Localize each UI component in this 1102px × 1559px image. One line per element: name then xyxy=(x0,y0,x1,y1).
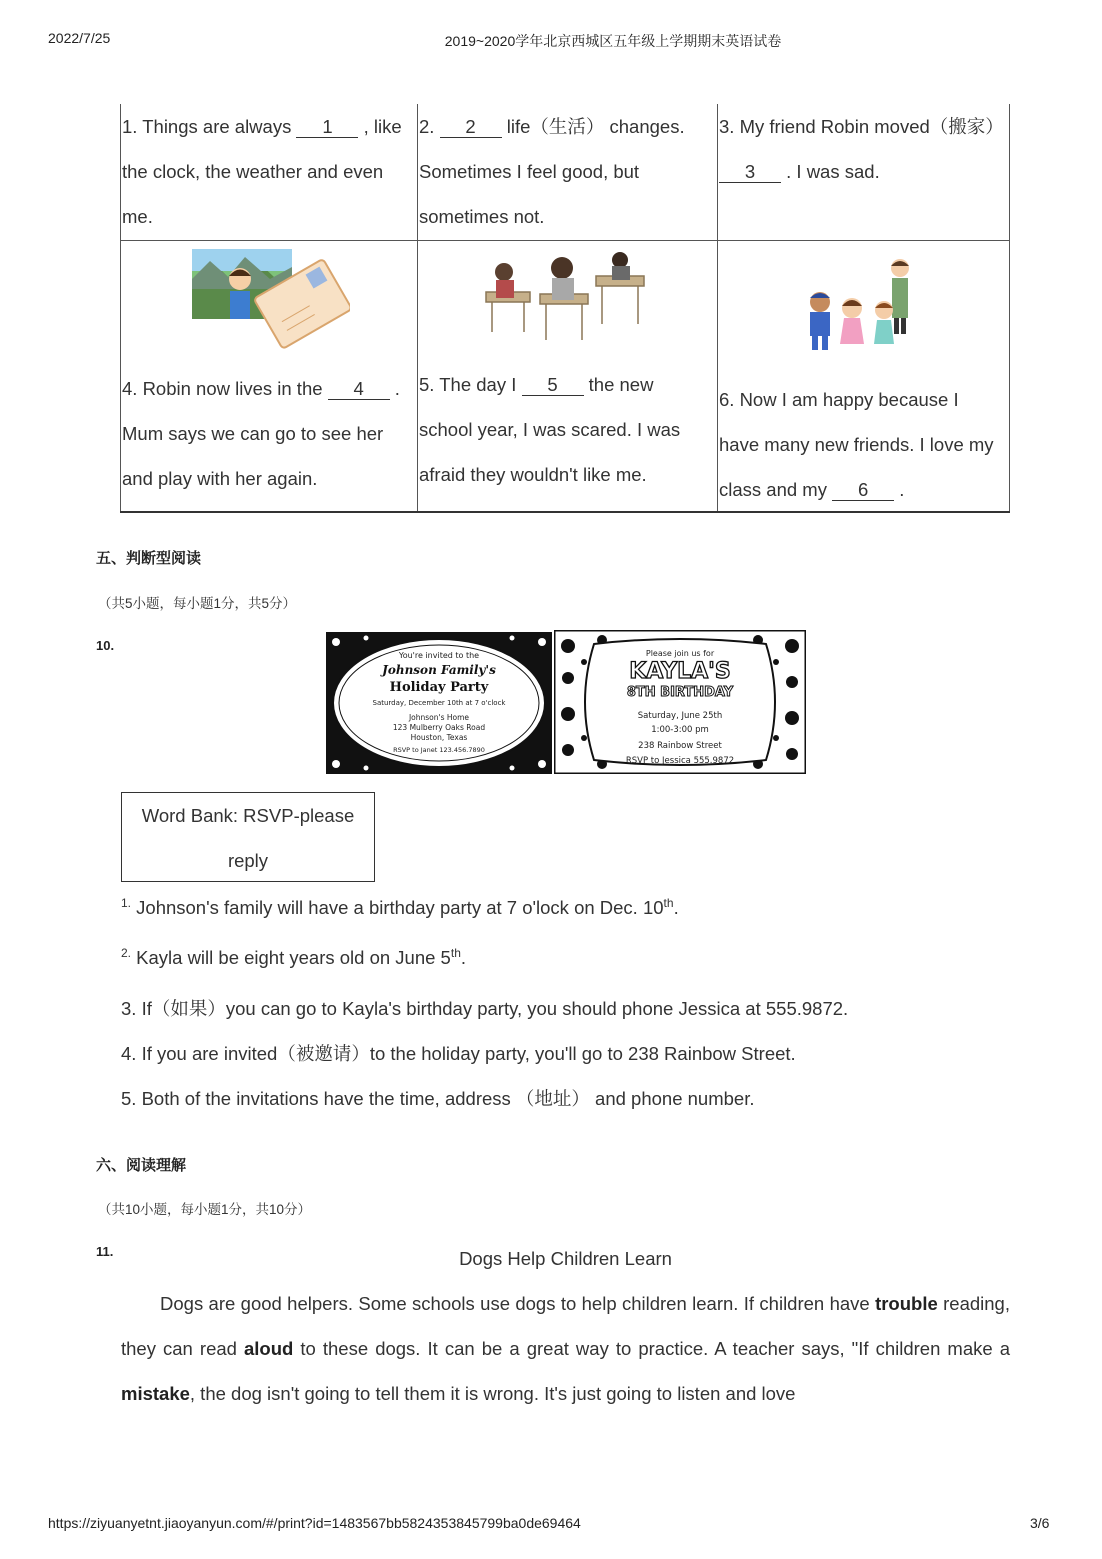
statement-5: 5. Both of the invitations have the time, address （地址） and phone number. xyxy=(121,1088,755,1109)
statement-2: $^{2.}$ Kayla will be eight years old on June 5th. xyxy=(121,946,467,969)
statement-1: $^{1.}$ Johnson's family will have a birthday party at 7 o'lock on Dec. 10th. xyxy=(121,896,679,919)
card2-event: 8TH BIRTHDAY xyxy=(626,685,734,700)
cloze-cell-2: 2. 2 life（生活） changes. Sometimes I feel good, but sometimes not. xyxy=(419,116,685,227)
passage-paragraph: Dogs are good helpers. Some schools use dogs to help children learn. If children have trouble reading, they can read aloud to these dogs. It can be a great way to practice. A teacher says, "If children make a mistake, the dog isn't going to tell them it is wrong. It's just going to listen and love xyxy=(121,1293,1011,1404)
classroom-illustration xyxy=(480,252,650,348)
card2-join: Please join us for xyxy=(645,649,715,658)
card1-when: Saturday, December 10th at 7 o'clock xyxy=(372,699,506,707)
word-bank-text: Word Bank: RSVP-please reply xyxy=(141,805,355,871)
document-title: 2019~2020学年北京西城区五年级上学期期末英语试卷 xyxy=(444,33,782,49)
card1-family: Johnson Family's xyxy=(382,663,496,677)
statement-4: 4. If you are invited（被邀请）to the holiday party, you'll go to 238 Rainbow Street. xyxy=(121,1043,796,1064)
cloze-cell-5: 5. The day I 5 the new school year, I was scared. I was afraid they wouldn't like me. xyxy=(419,374,681,485)
blank-1[interactable]: 1 xyxy=(296,117,358,138)
question-11-number: 11. xyxy=(96,1244,114,1259)
passage-title: Dogs Help Children Learn xyxy=(459,1248,672,1269)
section-6-title: 六、阅读理解 xyxy=(96,1157,187,1174)
card1-rsvp: RSVP to Janet 123.456.7890 xyxy=(393,746,485,754)
card2-street: 238 Rainbow Street xyxy=(638,741,722,751)
card2-name: KAYLA'S xyxy=(629,659,731,684)
page-number: 3/6 xyxy=(1030,1515,1050,1531)
card1-event: Holiday Party xyxy=(389,680,489,695)
blank-4[interactable]: 4 xyxy=(328,379,390,400)
section-6-note: （共10小题，每小题1分，共10分） xyxy=(98,1202,312,1217)
card1-place3: Houston, Texas xyxy=(410,733,468,742)
word-bank-box xyxy=(121,792,375,882)
card2-time: 1:00-3:00 pm xyxy=(651,725,709,735)
postcard-illustration xyxy=(190,249,350,359)
card2-date: Saturday, June 25th xyxy=(637,711,723,721)
birthday-invitation xyxy=(554,630,806,774)
card2-rsvp: RSVP to Jessica 555.9872 xyxy=(625,756,735,766)
blank-5[interactable]: 5 xyxy=(522,375,584,396)
cloze-cell-1: 1. Things are always 1 , like the clock, the weather and even me. xyxy=(122,116,402,227)
cloze-cell-6: 6. Now I am happy because I have many new friends. I love my class and my 6 . xyxy=(719,389,994,500)
question-10-number: 10. xyxy=(96,638,115,653)
footer-url: https://ziyuanyetnt.jiaoyanyun.com/#/print?id=1483567bb5824353845799ba0de69464 xyxy=(48,1515,581,1531)
print-date: 2022/7/25 xyxy=(48,30,111,46)
blank-2[interactable]: 2 xyxy=(440,117,502,138)
statement-3: 3. If（如果）you can go to Kayla's birthday party, you should phone Jessica at 555.9872. xyxy=(121,998,849,1019)
section-5-title: 五、判断型阅读 xyxy=(96,550,202,567)
card1-place2: 123 Mulberry Oaks Road xyxy=(392,723,486,732)
holiday-party-invitation xyxy=(326,632,552,774)
cloze-cell-4: 4. Robin now lives in the 4 . Mum says we can go to see her and play with her again. xyxy=(122,378,400,489)
friends-illustration xyxy=(800,254,930,364)
blank-3[interactable]: 3 xyxy=(719,162,781,183)
card1-place1: Johnson's Home xyxy=(408,713,470,722)
cloze-table xyxy=(120,104,1010,512)
card1-invited: You're invited to the xyxy=(398,651,480,660)
blank-6[interactable]: 6 xyxy=(832,480,894,501)
section-5-note: （共5小题，每小题1分，共5分） xyxy=(98,596,297,611)
cloze-cell-3: 3. My friend Robin moved（搬家） 3 . I was sad. xyxy=(719,116,1004,182)
